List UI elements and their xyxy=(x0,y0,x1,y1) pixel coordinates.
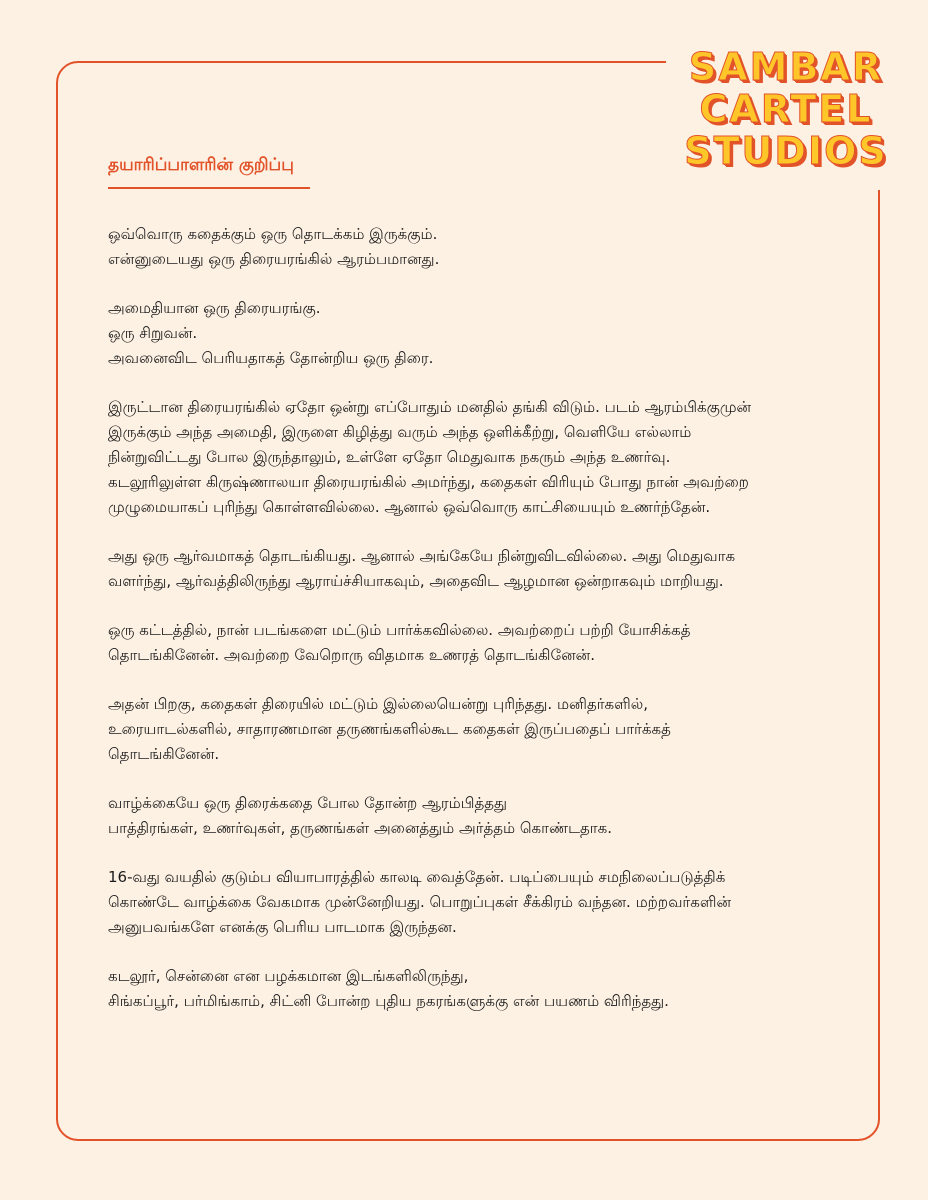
text-line: இருக்கும் அந்த அமைதி, இருளை கிழித்து வரும் அந்த ஒளிக்கீற்று, வெளியே எல்லாம் xyxy=(108,423,692,441)
text-line: வாழ்க்கையே ஒரு திரைக்கதை போல தோன்ற ஆரம்பித்தது xyxy=(108,794,507,812)
text-line: வளர்ந்து, ஆர்வத்திலிருந்து ஆராய்ச்சியாகவும், அதைவிட ஆழமான ஒன்றாகவும் மாறியது. xyxy=(108,572,724,590)
text-line: இருட்டான திரையரங்கில் ஏதோ ஒன்று எப்போதும் மனதில் தங்கி விடும். படம் ஆரம்பிக்குமுன் xyxy=(108,398,752,416)
text-line: ஒரு சிறுவன். xyxy=(108,324,198,342)
text-line: நின்றுவிட்டது போல இருந்தாலும், உள்ளே ஏதோ மெதுவாக நகரும் அந்த உணர்வு. xyxy=(108,448,671,466)
text-line: அமைதியான ஒரு திரையரங்கு. xyxy=(108,299,321,317)
logo-line-1: SAMBAR xyxy=(688,45,884,89)
paragraph xyxy=(108,296,853,371)
text-line: கொண்டே வாழ்க்கை வேகமாக முன்னேறியது. பொறுப்புகள் சீக்கிரம் வந்தன. மற்றவர்களின் xyxy=(108,893,731,911)
studio-logo xyxy=(674,46,898,172)
text-line: என்னுடையது ஒரு திரையரங்கில் ஆரம்பமானது. xyxy=(108,250,440,268)
page-title: தயாரிப்பாளரின் குறிப்பு xyxy=(108,155,294,175)
text-line: 16-வது வயதில் குடும்ப வியாபாரத்தில் காலடி வைத்தேன். படிப்பையும் சமநிலைப்படுத்திக் xyxy=(108,868,726,886)
text-line: ஒவ்வொரு கதைக்கும் ஒரு தொடக்கம் இருக்கும். xyxy=(108,225,438,243)
text-line: அது ஒரு ஆர்வமாகத் தொடங்கியது. ஆனால் அங்கேயே நின்றுவிடவில்லை. அது மெதுவாக xyxy=(108,547,736,565)
document-body xyxy=(108,222,853,1038)
logo-line-2: CARTEL xyxy=(699,87,873,131)
text-line: அனுபவங்களே எனக்கு பெரிய பாடமாக இருந்தன. xyxy=(108,918,457,936)
text-line: உரையாடல்களில், சாதாரணமான தருணங்களில்கூட கதைகள் இருப்பதைப் பார்க்கத் xyxy=(108,720,671,738)
title-underline xyxy=(108,187,310,189)
logo-line-3: STUDIOS xyxy=(684,129,888,173)
paragraph xyxy=(108,865,853,940)
text-line: கடலூரிலுள்ள கிருஷ்ணாலயா திரையரங்கில் அமர்ந்து, கதைகள் விரியும் போது நான் அவற்றை xyxy=(108,473,749,491)
paragraph xyxy=(108,692,853,767)
text-line: கடலூர், சென்னை என பழக்கமான இடங்களிலிருந்து, xyxy=(108,967,469,985)
text-line: முழுமையாகப் புரிந்து கொள்ளவில்லை. ஆனால் ஒவ்வொரு காட்சியையும் உணர்ந்தேன். xyxy=(108,498,711,516)
paragraph xyxy=(108,544,853,594)
text-line: அவனைவிட பெரியதாகத் தோன்றிய ஒரு திரை. xyxy=(108,349,434,367)
paragraph xyxy=(108,222,853,272)
text-line: தொடங்கினேன். xyxy=(108,745,220,763)
text-line: சிங்கப்பூர், பர்மிங்காம், சிட்னி போன்ற புதிய நகரங்களுக்கு என் பயணம் விரிந்தது. xyxy=(108,992,669,1010)
paragraph xyxy=(108,395,853,520)
paragraph xyxy=(108,791,853,841)
text-line: தொடங்கினேன். அவற்றை வேறொரு விதமாக உணரத் தொடங்கினேன். xyxy=(108,646,595,664)
paragraph xyxy=(108,618,853,668)
text-line: பாத்திரங்கள், உணர்வுகள், தருணங்கள் அனைத்தும் அர்த்தம் கொண்டதாக. xyxy=(108,819,612,837)
paragraph xyxy=(108,964,853,1014)
text-line: ஒரு கட்டத்தில், நான் படங்களை மட்டும் பார்க்கவில்லை. அவற்றைப் பற்றி யோசிக்கத் xyxy=(108,621,691,639)
text-line: அதன் பிறகு, கதைகள் திரையில் மட்டும் இல்லையென்று புரிந்தது. மனிதர்களில், xyxy=(108,695,648,713)
